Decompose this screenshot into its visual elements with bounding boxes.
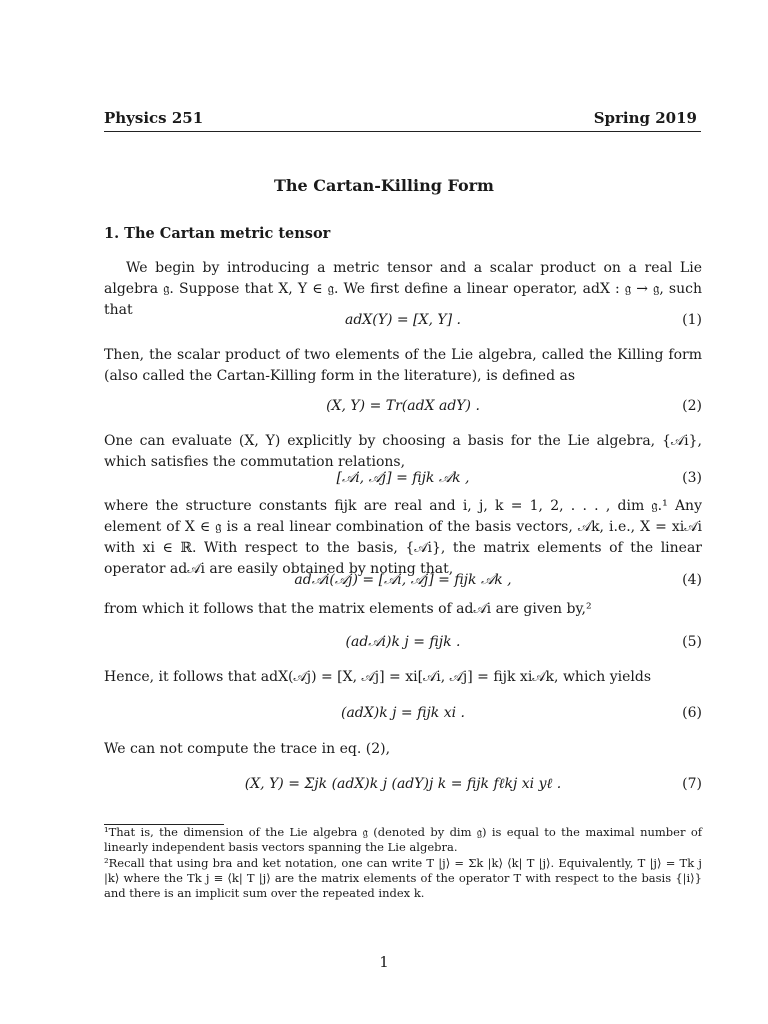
paragraph-2: Then, the scalar product of two elements of the Lie algebra, called the Killing form (also called the Cartan-Killing form in the literature), is defined as — [104, 347, 702, 384]
footnote-2: ²Recall that using bra and ket notation, one can write T |j⟩ = Σk |k⟩ ⟨k| T |j⟩. Equivalently, T |j⟩ = Tk j |k⟩ where the Tk j ≡ ⟨k| T |j⟩ are the matrix elements of the operator T with respect to the basis {|i⟩} and there is an implicit sum over the repeated index k. — [104, 856, 702, 900]
equation-body: adX(Y) = [X, Y] . — [344, 312, 461, 328]
equation-number: (7) — [682, 776, 702, 792]
equation-2 — [104, 398, 702, 420]
section-heading: 1. The Cartan metric tensor — [104, 225, 331, 242]
equation-number: (5) — [682, 634, 702, 650]
header-rule — [104, 131, 701, 132]
equation-body: (X, Y) = Tr(adX adY) . — [326, 398, 480, 414]
equation-6 — [104, 705, 702, 727]
equation-body: (adX)k j = fijk xi . — [341, 705, 465, 721]
equation-number: (3) — [682, 470, 702, 486]
paragraph-4: where the structure constants fijk are real and i, j, k = 1, 2, . . . , dim 𝔤.¹ Any element of X ∈ 𝔤 is a real linear combination of the basis vectors, 𝒜k, i.e., X = xi𝒜i with xi ∈ ℝ. With respect to the basis, {𝒜i}, the matrix elements of the linear operator ad𝒜i are easily obtained by noting that, — [104, 498, 702, 577]
equation-number: (4) — [682, 572, 702, 588]
equation-1 — [104, 312, 702, 334]
equation-5 — [104, 634, 702, 656]
equation-body: (ad𝒜i)k j = fijk . — [345, 634, 461, 650]
paragraph-6: Hence, it follows that adX(𝒜j) = [X, 𝒜j] = xi[𝒜i, 𝒜j] = fijk xi𝒜k, which yields — [104, 669, 652, 685]
equation-7 — [104, 776, 702, 798]
equation-body: (X, Y) = Σjk (adX)k j (adY)j k = fijk fℓkj xi yℓ . — [244, 776, 562, 792]
equation-number: (6) — [682, 705, 702, 721]
paragraph-7: We can not compute the trace in eq. (2), — [104, 741, 391, 757]
paragraph-5: from which it follows that the matrix elements of ad𝒜i are given by,² — [104, 601, 592, 617]
footnote-1: ¹That is, the dimension of the Lie algebra 𝔤 (denoted by dim 𝔤) is equal to the maximal number of linearly independent basis vectors spanning the Lie algebra. — [104, 825, 702, 854]
page-title: The Cartan-Killing Form — [274, 176, 494, 195]
page-number: 1 — [379, 953, 389, 971]
equation-body: [𝒜i, 𝒜j] = fijk 𝒜k , — [336, 470, 470, 486]
equation-number: (1) — [682, 312, 702, 328]
equation-3 — [104, 470, 702, 492]
course-header: Physics 251 — [104, 109, 204, 127]
equation-number: (2) — [682, 398, 702, 414]
paragraph-1: We begin by introducing a metric tensor and a scalar product on a real Lie algebra 𝔤. Suppose that X, Y ∈ 𝔤. We first define a linear operator, adX : 𝔤 → 𝔤, such that — [104, 260, 702, 318]
term-header: Spring 2019 — [593, 109, 697, 127]
equation-body: ad𝒜i(𝒜j) = [𝒜i, 𝒜j] = fijk 𝒜k , — [294, 572, 512, 588]
equation-4 — [104, 572, 702, 594]
paragraph-3: One can evaluate (X, Y) explicitly by choosing a basis for the Lie algebra, {𝒜i}, which satisfies the commutation relations, — [104, 433, 702, 470]
